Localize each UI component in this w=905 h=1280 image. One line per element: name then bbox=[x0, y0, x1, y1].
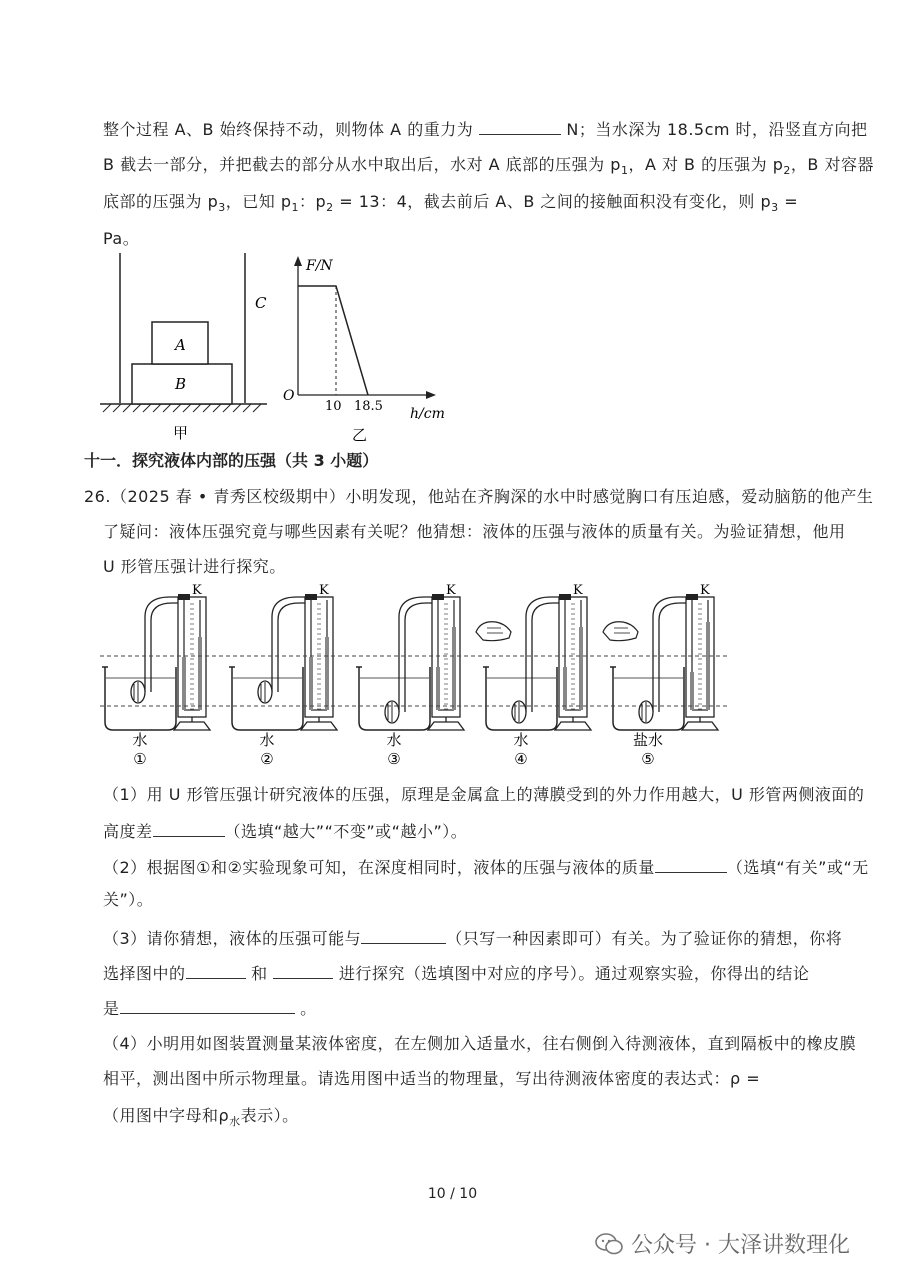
answer-blank[interactable] bbox=[479, 118, 561, 135]
figure-u-tube-experiments bbox=[100, 582, 740, 772]
label-c: C bbox=[255, 294, 267, 312]
hand-icon bbox=[603, 622, 638, 641]
q1-line2: 高度差 （选填“越大”“不变”或“越小”）。 bbox=[103, 822, 468, 841]
hand-icon bbox=[476, 622, 511, 641]
caption-jia: 甲 bbox=[173, 424, 189, 442]
tick-18-5: 18.5 bbox=[354, 399, 383, 414]
p26-intro2: 了疑问：液体压强究竟与哪些因素有关呢？他猜想：液体的压强与液体的质量有关。为验证猜想，他用 bbox=[103, 522, 846, 541]
answer-blank[interactable] bbox=[153, 820, 225, 837]
setup-1 bbox=[102, 583, 210, 768]
label-b: B bbox=[175, 375, 187, 393]
q3-line1: （3）请你猜想，液体的压强可能与 （只写一种因素即可）有关。为了验证你的猜想，你将 bbox=[103, 929, 843, 948]
setup-number: ④ bbox=[514, 750, 528, 768]
q1-line1: （1）用 U 形管压强计研究液体的压强，原理是金属盒上的薄膜受到的外力作用越大，U 形管两侧液面的 bbox=[103, 785, 865, 804]
force-curve bbox=[298, 286, 368, 395]
liquid-label: 水 bbox=[259, 731, 275, 749]
p25-line3: 底部的压强为 $p_3$，已知 $p_1$：$p_2 = 13$：4，截去前后 A、B 之间的接触面积没有变化，则 $p_3$ = bbox=[103, 192, 799, 215]
figure-container-jia bbox=[95, 248, 275, 448]
p25-line4: Pa。 bbox=[103, 229, 140, 248]
figure-graph-yi bbox=[280, 250, 455, 450]
setup-number: ① bbox=[133, 750, 147, 768]
tick-10: 10 bbox=[325, 399, 342, 414]
answer-blank[interactable] bbox=[361, 927, 446, 944]
setup-number: ② bbox=[260, 750, 274, 768]
setup-number: ③ bbox=[387, 750, 401, 768]
liquid-label: 水 bbox=[386, 731, 402, 749]
valve-label: K bbox=[192, 583, 202, 598]
p25-line1: 整个过程 A、B 始终保持不动，则物体 A 的重力为 N；当水深为 18.5cm 时，沿竖直方向把 bbox=[103, 120, 868, 139]
q4-line2: 相平，测出图中所示物理量。请选用图中适当的物理量，写出待测液体密度的表达式：ρ = bbox=[103, 1069, 761, 1088]
valve-label: K bbox=[573, 583, 583, 598]
setup-5 bbox=[603, 583, 718, 768]
q2-line1: （2）根据图①和②实验现象可知，在深度相同时，液体的压强与液体的质量 （选填“有关”或“无 bbox=[103, 858, 869, 877]
caption-yi: 乙 bbox=[352, 426, 368, 444]
wechat-icon bbox=[595, 1233, 623, 1255]
valve-label: K bbox=[446, 583, 456, 598]
valve-label: K bbox=[700, 583, 710, 598]
liquid-label: 水 bbox=[132, 731, 148, 749]
setup-2 bbox=[229, 583, 337, 768]
q4-line3: （用图中字母和$\rho_水$表示）。 bbox=[103, 1106, 299, 1129]
q3-line2: 选择图中的 和 进行探究（选填图中对应的序号）。通过观察实验，你得出的结论 bbox=[103, 964, 810, 983]
watermark: 公众号 · 大泽讲数理化 bbox=[595, 1228, 850, 1259]
setup-3 bbox=[356, 583, 464, 768]
liquid-label: 水 bbox=[513, 731, 529, 749]
valve-label: K bbox=[319, 583, 329, 598]
label-a: A bbox=[175, 336, 186, 354]
answer-blank[interactable] bbox=[655, 856, 727, 873]
setup-number: ⑤ bbox=[641, 750, 655, 768]
q4-line1: （4）小明用如图装置测量某液体密度，在左侧加入适量水，往右侧倒入待测液体，直到隔板中的橡皮膜 bbox=[103, 1034, 857, 1053]
y-axis-label: F/N bbox=[306, 258, 333, 274]
page-number: 10 / 10 bbox=[427, 1186, 478, 1202]
liquid-label: 盐水 bbox=[632, 731, 664, 749]
answer-blank[interactable] bbox=[273, 962, 333, 979]
answer-blank[interactable] bbox=[186, 962, 246, 979]
p26-intro1: 26.（2025 春 • 青秀区校级期中）小明发现，他站在齐胸深的水中时感觉胸口有压迫感，爱动脑筋的他产生 bbox=[84, 487, 874, 506]
p26-intro3: U 形管压强计进行探究。 bbox=[103, 557, 286, 576]
q3-line3: 是 。 bbox=[103, 999, 317, 1018]
setup-4 bbox=[476, 583, 591, 768]
section-heading: 十一．探究液体内部的压强（共 3 小题） bbox=[84, 451, 379, 470]
origin-label: O bbox=[283, 388, 295, 404]
p25-line2: B 截去一部分，并把截去的部分从水中取出后，水对 A 底部的压强为 $p_1$，A 对 B 的压强为 $p_2$，B 对容器 bbox=[103, 155, 874, 178]
q2-line2: 关”）。 bbox=[103, 890, 154, 909]
x-axis-label: h/cm bbox=[410, 406, 445, 422]
answer-blank[interactable] bbox=[120, 997, 295, 1014]
